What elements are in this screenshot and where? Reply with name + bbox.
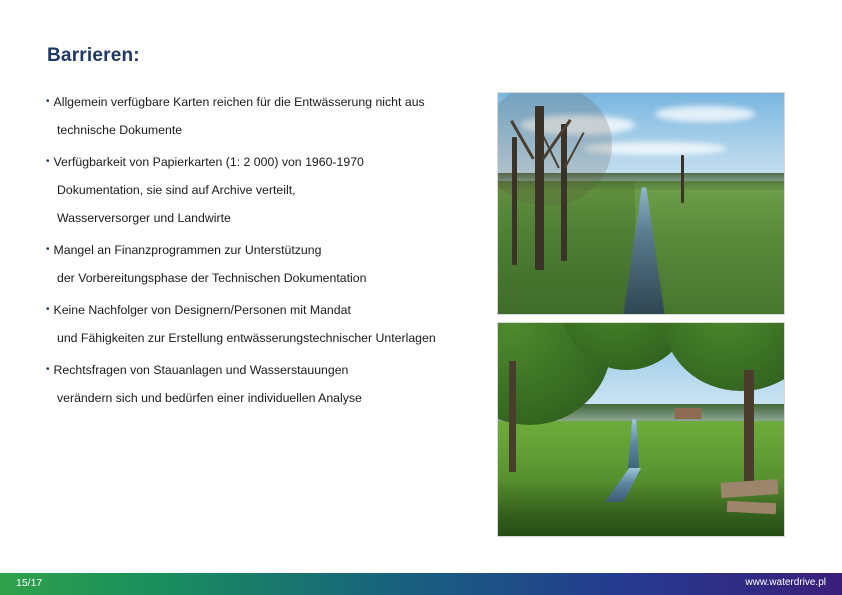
tree-trunk <box>561 124 567 261</box>
page-number: 15/17 <box>16 577 43 589</box>
tree-trunk-distant <box>681 155 684 204</box>
page-title: Barrieren: <box>47 45 140 66</box>
tree-trunk <box>535 106 544 270</box>
meadow-stream-photo <box>497 322 785 537</box>
bullet-list <box>46 88 496 416</box>
bullet-line: der Vorbereitungsphase der Technischen Dokumentation <box>57 271 367 285</box>
bullet-line: Wasserversorger und Landwirte <box>57 211 231 225</box>
bullet-line: • Allgemein verfügbare Karten reichen für die Entwässerung nicht aus <box>46 88 496 116</box>
bullet-line: • Keine Nachfolger von Designern/Personen mit Mandat <box>46 296 496 324</box>
footer-bar <box>0 573 842 595</box>
tree-trunk <box>509 361 516 472</box>
bullet-line: • Mangel an Finanzprogrammen zur Unterstützung <box>46 236 496 264</box>
bullet-line: technische Dokumente <box>57 123 183 137</box>
bullet-line: Dokumentation, sie sind auf Archive verteilt, <box>57 183 296 197</box>
photo-column <box>497 92 785 537</box>
tree-trunk <box>512 137 517 265</box>
drainage-ditch-between-fields-photo <box>497 92 785 315</box>
farm-building <box>675 408 701 419</box>
list-item <box>46 148 496 232</box>
cloud <box>655 106 755 121</box>
website-link[interactable]: www.waterdrive.pl <box>745 577 826 588</box>
list-item <box>46 236 496 292</box>
list-item <box>46 356 496 412</box>
bullet-line: und Fähigkeiten zur Erstellung entwässerungstechnischer Unterlagen <box>57 331 436 345</box>
tree-trunk <box>744 370 754 494</box>
bullet-line: verändern sich und bedürfen einer individuellen Analyse <box>57 391 362 405</box>
bullet-line: • Rechtsfragen von Stauanlagen und Wasserstauungen <box>46 356 496 384</box>
list-item <box>46 296 496 352</box>
bullet-line: • Verfügbarkeit von Papierkarten (1: 2 000) von 1960-1970 <box>46 148 496 176</box>
list-item <box>46 88 496 144</box>
